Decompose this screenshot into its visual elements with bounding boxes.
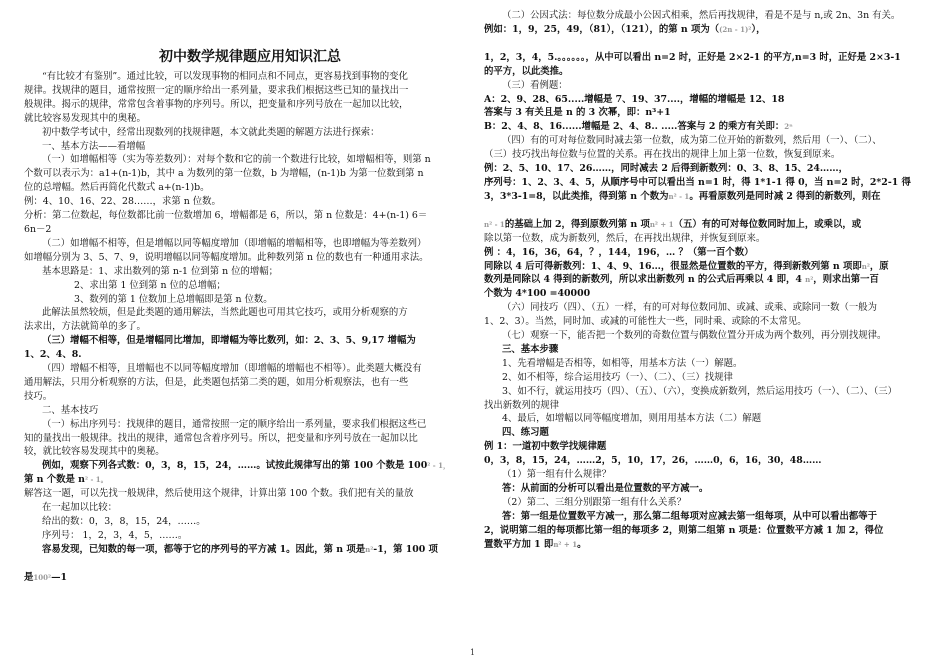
text-line xyxy=(484,510,936,524)
line-text: 4、最后，如增幅以同等幅度增加，则用用基本方法（二）解题 xyxy=(502,413,762,425)
line-text: 如增幅分别为 3、5、7、9，说明增幅以同等幅度增加。此种数列第 n 位的数也有一种通用求法。 xyxy=(24,251,429,263)
line-text: 例 1：一道初中数学找规律题 xyxy=(484,441,607,453)
line-text: 答：第一组是位置数平方减一，那么第二组每项对应减去第一组每项，从中可以看出都等于 xyxy=(502,510,878,522)
line-text: 2、求出第 1 位到第 n 位的总增幅； xyxy=(74,279,226,291)
text-line xyxy=(484,440,936,454)
text-line xyxy=(484,301,936,315)
text-line xyxy=(484,412,936,426)
text-line xyxy=(24,153,476,167)
text-line xyxy=(24,181,476,195)
text-line xyxy=(24,432,476,446)
text-line xyxy=(24,473,476,487)
line-text: 通用解法，只用分析观察的方法，但是，此类题包括第二类的题，如用分析观察法，也有一些 xyxy=(24,376,409,388)
text-line xyxy=(484,204,936,218)
text-line xyxy=(484,176,936,190)
text-line xyxy=(24,390,476,404)
line-text: 基本思路是：1、求出数列的第 n-1 位到第 n 位的增幅； xyxy=(42,265,278,277)
line-text: 在一起加以比较： xyxy=(42,502,118,514)
text-line xyxy=(24,306,476,320)
formula-text: n² - 1 xyxy=(668,191,690,201)
line-text: A：2、9、28、65.....增幅是 7、19、37....，增幅的增幅是 12、18 xyxy=(484,93,785,105)
line-text: 给出的数：0，3，8，15，24，……。 xyxy=(42,516,206,527)
line-text: 分析：第二位数起，每位数都比前一位数增加 6，增幅都是 6，所以，第 n 位数是：4+(n-1) 6＝ xyxy=(24,210,428,222)
text-line xyxy=(24,126,476,140)
text-line xyxy=(24,404,476,418)
text-line xyxy=(24,445,476,459)
document-title: 初中数学规律题应用知识汇总 xyxy=(159,49,341,65)
line-text: 解答这一题，可以先找一般规律，然后使用这个规律，计算出第 100 个数。我们把有关的量放 xyxy=(24,488,414,500)
line-text: “有比较才有鉴别”。通过比较，可以发现事物的相同点和不同点，更容易找到事物的变化 xyxy=(42,71,408,82)
text-line xyxy=(484,93,936,107)
text-line xyxy=(24,515,476,529)
line-text: 。 xyxy=(577,538,587,550)
line-text: （三）技巧找出每位数与位置的关系。再在找出的规律上加上第一位数，恢复到原来。 xyxy=(484,149,841,161)
text-line xyxy=(484,232,936,246)
line-text: 例如：1，9，25，49，（81），（121），的第 n 项为（ xyxy=(484,23,720,35)
left-column-body xyxy=(24,70,476,585)
text-line xyxy=(484,51,936,65)
line-text: （一）标出序列号：找规律的题目，通常按照一定的顺序给出一系列量，要求我们根据这些已 xyxy=(42,418,427,430)
formula-text: ² - 1， xyxy=(427,461,450,471)
text-line xyxy=(484,120,936,134)
text-line xyxy=(24,112,476,126)
text-line xyxy=(484,260,936,274)
text-line xyxy=(24,265,476,279)
text-line xyxy=(24,140,476,154)
line-text: 找出新数列的规律 xyxy=(484,399,560,411)
line-text: ，原 xyxy=(869,260,889,272)
text-line xyxy=(24,529,476,543)
line-text: （四）有的可对每位数同时减去第一位数，成为第二位开始的新数列，然后用（一）、（二）、 xyxy=(502,135,882,147)
text-line xyxy=(24,362,476,376)
text-line xyxy=(484,524,936,538)
line-text: 的平方，以此类推。 xyxy=(484,65,569,77)
line-text: 般规律。揭示的规律，常常包含着事物的序列号。所以，把变量和序列号放在一起加以比较， xyxy=(24,98,409,110)
text-line xyxy=(484,134,936,148)
line-text: （三）增幅不相等，但是增幅同比增加，即增幅为等比数列，如：2、3、5、9,17 增幅为 xyxy=(42,335,416,347)
text-line xyxy=(24,237,476,251)
formula-text: n² xyxy=(805,275,814,285)
line-text: （四）增幅不相等，且增幅也不以同等幅度增加（即增幅的增幅也不相等）。此类题大概没有 xyxy=(42,363,422,375)
line-text: ）， xyxy=(751,23,766,35)
text-line xyxy=(24,251,476,265)
right-column-body xyxy=(484,9,936,552)
text-line xyxy=(484,9,936,23)
line-text: （七）观察一下，能否把一个数列的奇数位置与偶数位置分开成为两个数列，再分别找规律。 xyxy=(502,330,887,342)
line-text: 此解法虽然较烦，但是此类题的通用解法，当然此题也可用其它技巧，或用分析观察的方 xyxy=(42,307,408,319)
line-text: 置数平方加 1 即 xyxy=(484,538,554,550)
line-text: 三、基本步骤 xyxy=(502,343,559,355)
line-text: 个数为 4*100 =40000 xyxy=(484,288,591,300)
text-line xyxy=(484,79,936,93)
line-text: 初中数学考试中，经常出现数列的找规律题，本文就此类题的解题方法进行探索： xyxy=(42,126,380,138)
line-text: 四、练习题 xyxy=(502,427,549,439)
text-line xyxy=(24,279,476,293)
line-text: 答案与 3 有关且是 n 的 3 次幂，即： xyxy=(484,107,646,119)
line-text: 技巧。 xyxy=(24,390,53,402)
text-line xyxy=(484,218,936,232)
line-text: 例如，观察下列各式数：0，3，8，15，24，……。试按此规律写出的第 100 个数是 100 xyxy=(42,460,428,472)
text-line xyxy=(484,468,936,482)
line-text: —1 xyxy=(51,571,67,583)
formula-text: ² - 1。 xyxy=(84,475,108,485)
text-line xyxy=(484,106,936,120)
line-text: 1、先看增幅是否相等，如相等，用基本方法（一）解题。 xyxy=(502,357,743,369)
text-line xyxy=(24,320,476,334)
formula-text: n² xyxy=(365,544,374,554)
line-text: （五）有的可对每位数同时加上，或乘以，或 xyxy=(673,218,862,230)
line-text: 序列号：1、2、3、4、5，从顺序号中可以看出当 n=1 时，得 1*1-1 得 0，当 n=2 时，2*2-1 得 xyxy=(484,176,911,188)
line-text: 。再看原数列是同时减 2 得到的新数列，则在 xyxy=(689,190,881,202)
formula-text: n² + 1 xyxy=(649,219,674,229)
line-text: 3、数列的第 1 位数加上总增幅即是第 n 位数。 xyxy=(74,293,273,305)
text-line xyxy=(24,376,476,390)
text-line xyxy=(24,84,476,98)
text-line xyxy=(24,209,476,223)
line-text: 第 n 个数是 n xyxy=(24,474,85,486)
line-text: B：2、4、8、16......增幅是 2、4、8.. .....答案与 2 的乘方有关即： xyxy=(484,121,785,133)
line-text: （2）第二、三组分别跟第一组有什么关系？ xyxy=(502,496,687,508)
line-text: -1，第 100 项 xyxy=(373,543,438,555)
text-line xyxy=(484,426,936,440)
line-text: 规律。找规律的题目，通常按照一定的顺序给出一系列量，要求我们根据这些已知的量找出一 xyxy=(24,84,409,96)
line-text: 容易发现，已知数的每一项，都等于它的序列号的平方减 1。因此，第 n 项是 xyxy=(42,543,366,555)
text-line xyxy=(484,190,936,204)
text-line xyxy=(24,571,476,585)
line-text: 2、如不相等，综合运用技巧（一）、（二）、（三）找规律 xyxy=(502,371,733,383)
text-line xyxy=(24,223,476,237)
line-text: 的基础上加 2，得到原数列第 n 项 xyxy=(504,218,650,230)
line-text: 1、2、4、8. xyxy=(24,349,82,361)
line-text: 2，说明第二组的每项都比第一组的每项多 2，则第二组第 n 项是：位置数平方减 1 加 2，得位 xyxy=(484,524,884,536)
line-text: 同除以 4 后可得新数列：1、4、9、16…，很显然是位置数的平方，得到新数列第 n 项即 xyxy=(484,260,862,272)
text-line xyxy=(484,315,936,329)
text-line xyxy=(484,287,936,301)
formula-text: n² - 1 xyxy=(484,219,505,229)
text-line xyxy=(24,418,476,432)
text-line xyxy=(484,371,936,385)
line-text: 答：从前面的分析可以看出是位置数的平方减一。 xyxy=(502,483,709,494)
text-line xyxy=(484,246,936,260)
line-text: 二、基本技巧 xyxy=(42,404,99,416)
line-text: 数列是同除以 4 得到的新数列，所以求出新数列 n 的公式后再乘以 4 即，4 xyxy=(484,274,806,286)
text-line xyxy=(484,357,936,371)
text-line xyxy=(484,148,936,162)
line-text: （六）同技巧（四）、（五）一样，有的可对每位数同加、或减、或乘、或除同一数（一般为 xyxy=(502,302,877,314)
text-line xyxy=(24,487,476,501)
line-text: （二）公因式法：每位数分成最小公因式相乘，然后再找规律，看是不是与 n,或 2n、3n 有关。 xyxy=(502,10,901,21)
page-number: 1 xyxy=(470,648,476,657)
formula-text: n² xyxy=(861,261,870,271)
line-text: 6n－2 xyxy=(24,223,52,235)
line-text: 较，就比较容易发现其中的奥秘。 xyxy=(24,446,165,458)
text-line xyxy=(484,329,936,343)
text-line xyxy=(484,454,936,468)
text-line xyxy=(484,538,936,552)
line-text: 1，2，3，4，5.。。。。。。，从中可以看出 n=2 时，正好是 2×2-1 的平方,n=3 时，正好是 2×3-1 xyxy=(484,51,901,63)
line-text: 序列号： 1，2，3，4，5，……。 xyxy=(42,529,188,541)
formula-text: 2ⁿ xyxy=(784,122,793,132)
line-text: 知的量找出一般规律。找出的规律，通常包含着序列号。所以，把变量和序列号放在一起加以比 xyxy=(24,432,418,444)
line-text: 除以第一位数，成为新数列，然后，在再找出规律，并恢复到原来。 xyxy=(484,232,766,244)
line-text: 就比较容易发现其中的奥秘。 xyxy=(24,112,146,124)
text-line xyxy=(24,70,476,84)
line-text: 一、基本方法——看增幅 xyxy=(42,140,146,152)
formula-text: n² + 1 xyxy=(553,539,578,549)
text-line xyxy=(24,543,476,557)
right-column xyxy=(484,0,936,552)
line-text: 1、2、3）。当然，同时加、或减的可能性大一些，同时乘、或除的不太常见。 xyxy=(484,316,807,328)
text-line xyxy=(24,167,476,181)
formula-text: 100² xyxy=(33,572,52,582)
text-line xyxy=(24,293,476,307)
text-line xyxy=(484,273,936,287)
line-text: 例：4、10、16、22、28……，求第 n 位数。 xyxy=(24,196,221,208)
line-text: 3，3*3-1=8，以此类推，得到第 n 个数为 xyxy=(484,190,669,202)
formula-text: (2n - 1)² xyxy=(719,24,752,34)
text-line xyxy=(484,482,936,496)
line-text: 例：2、5、10、17、26……，同时减去 2 后得到新数列：0、3、8、15、24……， xyxy=(484,163,849,175)
text-line xyxy=(484,399,936,413)
text-line xyxy=(484,23,936,37)
line-text: 个数可以表示为：a1+(n-1)b，其中 a 为数列的第一位数，b 为增幅，(n-1)b 为第一位数到第 n xyxy=(24,168,424,180)
text-line xyxy=(484,385,936,399)
text-line xyxy=(24,195,476,209)
line-text: （一）如增幅相等（实为等差数列）：对每个数和它的前一个数进行比较，如增幅相等，则第 n xyxy=(42,154,431,166)
text-line xyxy=(24,501,476,515)
line-text: 例 ：4，16，36，64，？，144，196，… ？（第一百个数） xyxy=(484,246,754,258)
text-line xyxy=(24,459,476,473)
text-line xyxy=(24,334,476,348)
text-line xyxy=(24,98,476,112)
left-column xyxy=(24,0,476,585)
text-line xyxy=(24,557,476,571)
line-text: 是 xyxy=(24,571,34,583)
text-line xyxy=(24,348,476,362)
line-text: 位的总增幅。然后再简化代数式 a+(n-1)b。 xyxy=(24,182,210,194)
line-text: 法求出，方法就简单的多了。 xyxy=(24,321,146,333)
line-text: 0，3，8，15，24，……2，5，10，17，26，……0，6，16，30，48…… xyxy=(484,455,822,467)
line-text: ，则求出第一百 xyxy=(813,274,879,286)
line-text: （二）如增幅不相等，但是增幅以同等幅度增加（即增幅的增幅相等，也即增幅为等差数列） xyxy=(42,237,427,249)
line-text: 3、如不行，就运用技巧（四）、（五）、（六），变换成新数列，然后运用技巧（一）、（二）、（三） xyxy=(502,385,897,397)
text-line xyxy=(484,343,936,357)
line-text: （三）看例题： xyxy=(502,79,568,91)
text-line xyxy=(484,162,936,176)
text-line xyxy=(484,496,936,510)
line-text: （1）第一组有什么规律？ xyxy=(502,469,612,481)
text-line xyxy=(484,65,936,79)
line-text: n³+1 xyxy=(645,107,671,119)
text-line xyxy=(484,37,936,51)
